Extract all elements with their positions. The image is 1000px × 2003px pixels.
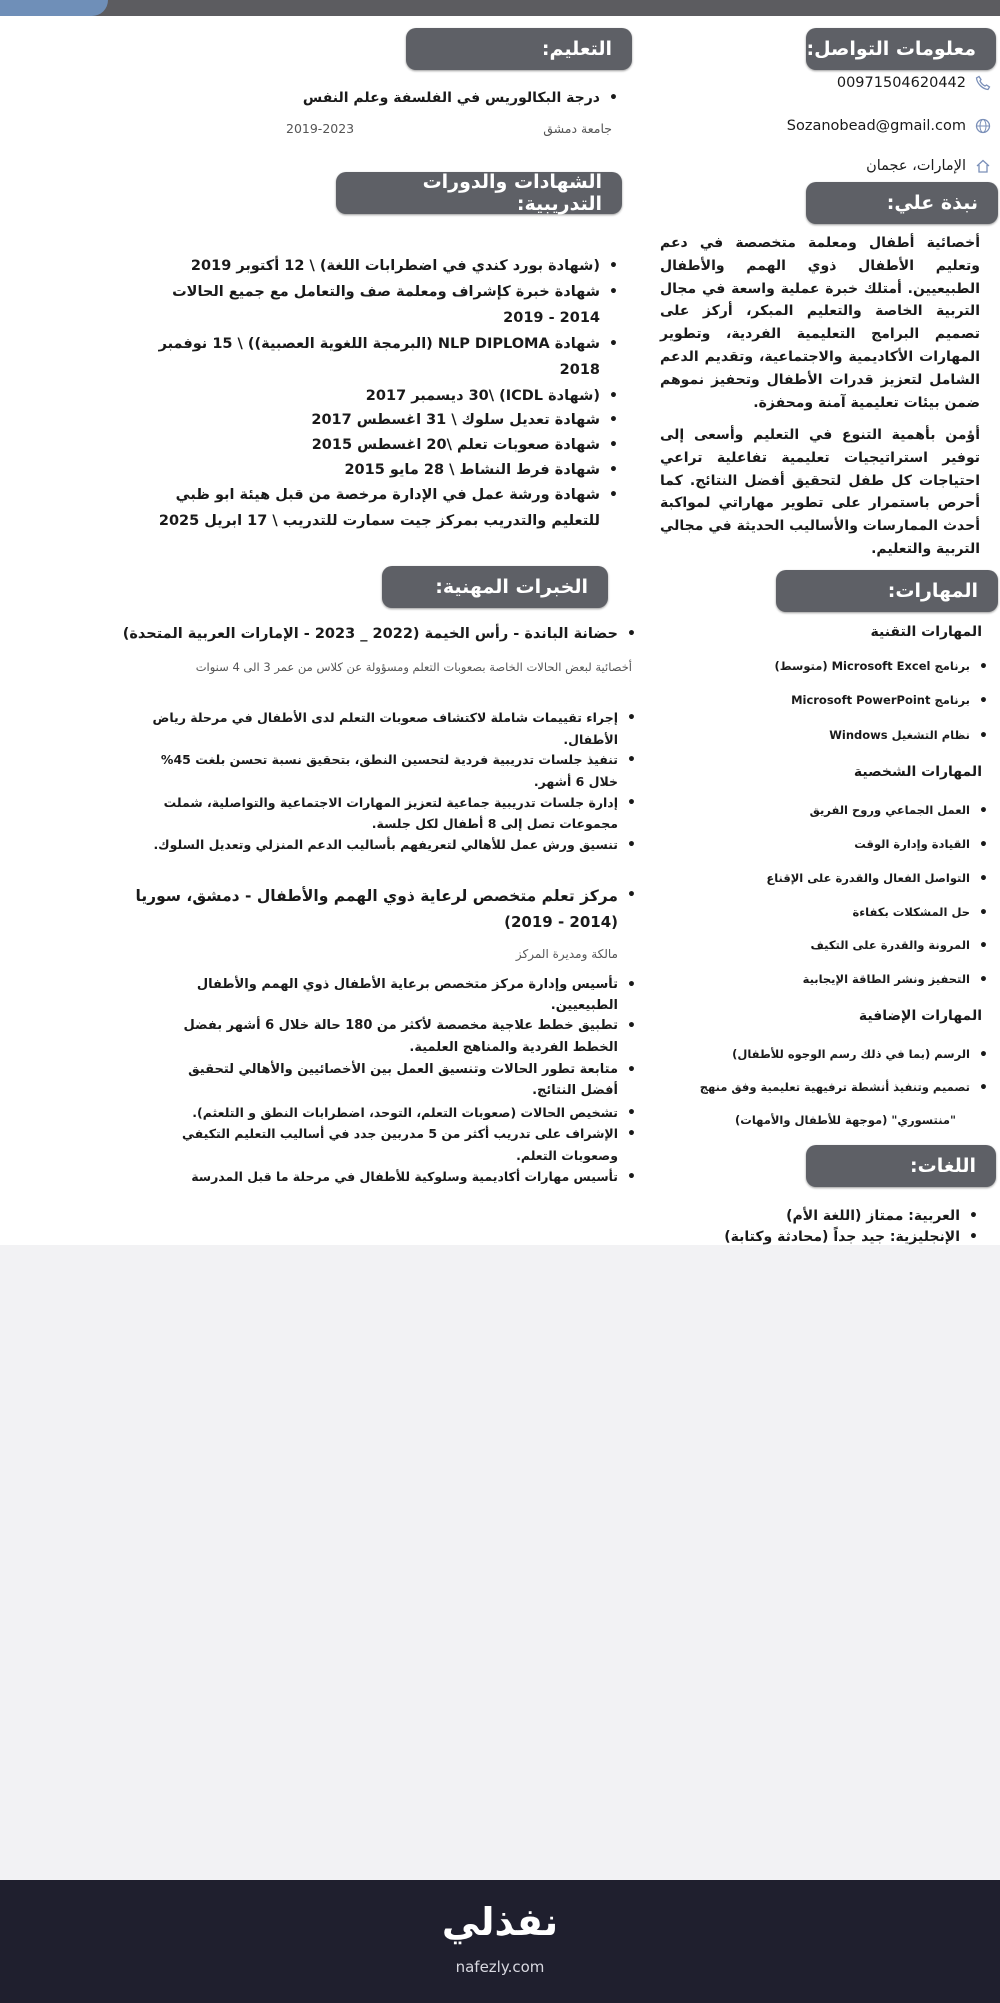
job-title: • مركز تعلم متخصص لرعاية ذوي الهمم والأطفال - دمشق، سوريا [136,887,618,905]
task-item: • إدارة جلسات تدريبية جماعية لتعزيز المهارات الاجتماعية والتواصلية، شملت [164,795,618,810]
certificate-item-continuation: 2018 [559,362,600,378]
language-item: • العربية: ممتاز (اللغة الأم) [786,1208,960,1224]
skill-item: • تصميم وتنفيذ أنشطة ترفيهية تعليمية وفق منهج [700,1080,970,1094]
certificate-item-continuation: للتعليم والتدريب بمركز جيت سمارت للتدريب \ 17 ابريل 2025 [158,513,600,529]
footer-brand-logo[interactable]: نفذلي [441,1900,559,1944]
skill-item: • التواصل الفعال والقدرة على الإقناع [766,871,970,885]
task-item: • تأسيس مهارات أكاديمية وسلوكية للأطفال في مرحلة ما قبل المدرسة [191,1169,618,1184]
about-paragraph-1: أخصائية أطفال ومعلمة متخصصة في دعم وتعليم الأطفال ذوي الهمم والأطفال الطبيعيين. أمتلك خبرة عملية واسعة في مجال التربية الخاصة والتعليم المبكر، أركز على تصميم البرامج التعليمية الفردية، وتطوير المهارات الأكاديمية والاجتماعية، وتقديم الدعم الشامل لتعزيز قدرات الأطفال وتحفيز نموهم ضمن بيئات تعليمية آمنة ومحفزة. [660,235,980,411]
job-title: • حضانة الباندة - رأس الخيمة (2022 _ 2023 - الإمارات العربية المتحدة) [123,626,618,642]
personal-skills-title: المهارات الشخصية [853,764,982,780]
task-item: • تطبيق خطط علاجية مخصصة لأكثر من 180 حالة خلال 6 أشهر بفضل [183,1018,618,1033]
skill-item: • برنامج Microsoft PowerPoint [791,693,970,707]
task-item: • تنفيذ جلسات تدريبية فردية لتحسين النطق، بتحقيق نسبة تحسن بلغت 45% [161,752,618,767]
site-footer [0,1880,1000,2003]
task-item-continuation: الطبيعيين. [550,998,618,1013]
education-university: جامعة دمشق [543,121,612,136]
phone-number[interactable]: 00971504620442 [836,75,966,91]
certificate-item: • (شهادة ICDL) \30 ديسمبر 2017 [366,388,600,404]
task-item: • تنسيق ورش عمل للأهالي لتعريفهم بأساليب الدعم المنزلي وتعديل السلوك. [153,837,618,852]
language-item: • الإنجليزية: جيد جداً (محادثة وكتابة) [724,1229,960,1245]
certificate-item: • شهادة ورشة عمل في الإدارة مرخصة من قبل هيئة ابو ظبي [176,487,600,503]
certificate-item-continuation: 2014 - 2019 [503,310,600,326]
task-item-continuation: خلال 6 أشهر. [533,774,618,789]
experience-header: الخبرات المهنية: [382,566,608,608]
task-item: • إجراء تقييمات شاملة لاكتشاف صعوبات التعلم لدى الأطفال في مرحلة رياض [153,710,619,725]
location-row [767,157,992,175]
skill-item: • حل المشكلات بكفاءة [853,905,970,919]
phone-row [767,74,992,92]
task-item-continuation: مجموعات تصل إلى 8 أطفال لكل جلسة. [371,816,618,831]
phone-icon [974,74,992,92]
skill-item: • القيادة وإدارة الوقت [854,837,970,851]
certificate-item: • (شهادة بورد كندي في اضطرابات اللغة) \ 12 أكتوبر 2019 [191,258,600,274]
technical-skills-title: المهارات التقنية [870,624,982,640]
certificate-item: • شهادة صعوبات تعلم \20 اغسطس 2015 [312,437,600,453]
task-item: • الإشراف على تدريب أكثر من 5 مدربين جدد في أساليب التعليم التكيفي [182,1126,618,1141]
about-header: نبذة علي: [806,182,998,224]
skill-item-continuation: "منتسوري" (موجهة للأطفال والأمهات) [735,1113,956,1127]
email-row [767,117,992,135]
task-item: • متابعة تطور الحالات وتنسيق العمل بين الأخصائيين والأهالي لتحقيق [188,1062,618,1077]
education-header: التعليم: [406,28,632,70]
home-icon [974,157,992,175]
certificate-item: • شهادة NLP DIPLOMA (البرمجة اللغوية العصبية)) \ 15 نوفمبر [159,336,600,352]
globe-icon [974,117,992,135]
education-degree: • درجة البكالوريس في الفلسفة وعلم النفس [303,90,600,106]
languages-header: اللغات: [806,1145,996,1187]
skill-item: • برنامج Microsoft Excel (متوسط) [774,659,970,673]
extra-skills-title: المهارات الإضافية [858,1008,982,1024]
job-years: (2014 - 2019) [504,913,618,931]
certificate-item: • شهادة فرط النشاط \ 28 مايو 2015 [344,462,600,478]
job-role: أخصائية لبعض الحالات الخاصة بصعوبات التعلم ومسؤولة عن كلاس من عمر 3 الى 4 سنوات [195,660,632,674]
cv-top-banner [0,0,1000,16]
job-role: مالكة ومديرة المركز [515,947,618,961]
footer-domain[interactable]: nafezly.com [455,1958,545,1976]
task-item: • تشخيص الحالات (صعوبات التعلم، التوحد، اضطرابات النطق و التلعثم). [192,1105,618,1120]
skill-item: • المرونة والقدرة على التكيف [810,938,970,952]
education-years: 2019-2023 [286,121,355,136]
location-text: الإمارات، عجمان [866,158,966,174]
task-item-continuation: الأطفال. [563,732,618,747]
task-item-continuation: الخطط الفردية والمناهج العلمية. [409,1040,618,1055]
about-paragraph-2: أؤمن بأهمية التنوع في التعليم وأسعى إلى توفير استراتيجيات تعليمية تفاعلية تراعي احتياجات كل طفل لتحقيق أفضل النتائج. كما أحرص باستمرار على تطوير مهاراتي لمواكبة أحدث الممارسات والأساليب الحديثة في مجالي التربية والتعليم. [660,427,980,557]
task-item-continuation: أفضل النتائج. [532,1083,618,1098]
skill-item: • التحفيز ونشر الطاقة الإيجابية [803,972,970,986]
skill-item: • العمل الجماعي وروح الفريق [810,803,970,817]
skills-header: المهارات: [776,570,998,612]
certificate-item: • شهادة تعديل سلوك \ 31 اغسطس 2017 [311,412,600,428]
task-item: • تأسيس وإدارة مركز متخصص برعاية الأطفال ذوي الهمم والأطفال [197,977,618,992]
certificates-header: الشهادات والدورات التدريبية: [336,172,622,214]
task-item-continuation: وصعوبات التعلم. [516,1148,618,1163]
contact-header: معلومات التواصل: [806,28,996,70]
certificate-item: • شهادة خبرة كإشراف ومعلمة صف والتعامل مع جميع الحالات [172,284,600,300]
profile-photo [0,0,108,16]
email-address[interactable]: Sozanobead@gmail.com [786,118,966,134]
skill-item: • الرسم (بما في ذلك رسم الوجوه للأطفال) [732,1047,970,1061]
skill-item: • نظام التشغيل Windows [829,728,970,742]
